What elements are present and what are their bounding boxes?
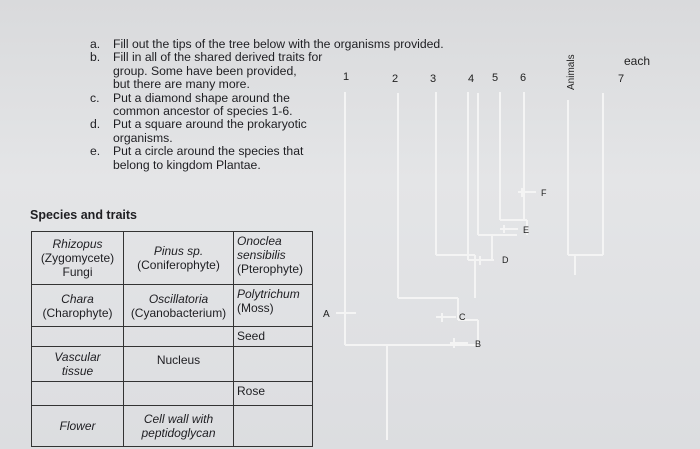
cell-pinus: Pinus sp. (Coniferophyte)	[124, 232, 234, 285]
animals-label: Animals	[566, 54, 577, 90]
cell-oscillatoria: Oscillatoria (Cyanobacterium)	[124, 285, 234, 327]
tip-number-1: 1	[343, 71, 350, 83]
cell-cell-wall-peptidoglycan: Cell wall with peptidoglycan	[124, 406, 234, 447]
each-word: each	[624, 54, 651, 68]
species-traits-title: Species and traits	[30, 208, 137, 222]
cell-onoclea: Onoclea sensibilis (Pterophyte)	[234, 232, 313, 285]
tip-number-2: 2	[392, 73, 399, 85]
instruction-c: c. Put a diamond shape around the common ancestor of species 1-6.	[90, 90, 293, 119]
trait-label-a: A	[323, 309, 330, 320]
cell-chara: Chara (Charophyte)	[32, 285, 124, 327]
cell-nucleus: Nucleus	[124, 347, 234, 382]
instruction-e: e. Put a circle around the species that belong to kingdom Plantae.	[90, 144, 304, 172]
cell-rhizopus: Rhizopus (Zygomycete) Fungi	[32, 232, 124, 285]
tree-branches	[345, 92, 603, 440]
cell-seed: Seed	[234, 327, 313, 347]
instruction-a: a. Fill out the tips of the tree below with the organisms provided.	[90, 37, 444, 51]
trait-label-d: D	[502, 255, 509, 265]
tip-number-5: 5	[492, 72, 499, 84]
cell-polytrichum: Polytrichum (Moss)	[234, 285, 313, 327]
trait-label-c: C	[459, 312, 466, 322]
instruction-b: b. Fill in all of the shared derived traits for group. Some have been provided, but there are many more.	[90, 50, 323, 92]
cell-vascular-tissue: Vascular tissue	[32, 347, 124, 382]
tip-number-3: 3	[430, 73, 437, 85]
cell-rose: Rose	[234, 382, 313, 406]
instruction-d: d. Put a square around the prokaryotic organisms.	[90, 117, 307, 145]
trait-label-b: B	[475, 339, 482, 349]
tip-number-6: 6	[520, 72, 527, 84]
trait-label-f: F	[541, 188, 547, 198]
tip-number-7: 7	[618, 73, 625, 85]
cell-flower: Flower	[32, 406, 124, 447]
trait-label-e: E	[523, 225, 530, 235]
tip-number-4: 4	[468, 73, 475, 85]
